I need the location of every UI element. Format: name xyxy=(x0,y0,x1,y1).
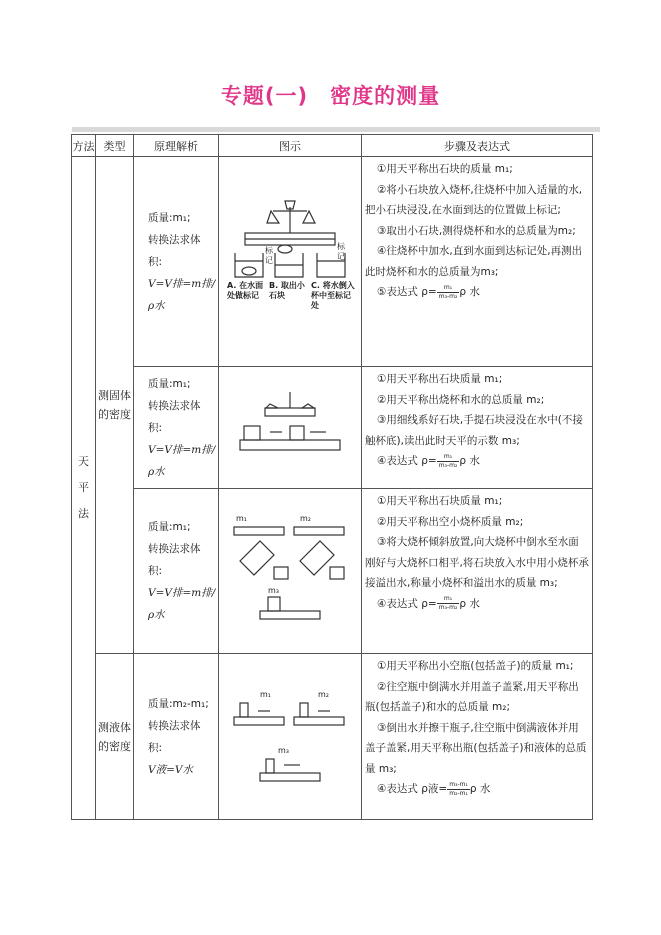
table-row xyxy=(72,654,593,820)
figure-cell xyxy=(219,157,362,367)
figure-label: 记 xyxy=(337,251,345,261)
principle-mass: 质量:m₂-m₁; xyxy=(148,697,209,710)
figure-label: m₁ xyxy=(260,689,271,699)
steps-cell xyxy=(362,654,593,820)
expression-numerator: m₁ xyxy=(437,284,460,293)
step-item: ③取出小石块,测得烧杯和水的总质量为m₂; xyxy=(377,224,576,237)
figure-caption-b: B. 取出小石块 xyxy=(269,280,305,300)
principle-volume: 积: xyxy=(148,255,163,268)
expression xyxy=(365,594,589,615)
step-item: ②用天平称出空小烧杯质量 m₂; xyxy=(377,515,524,528)
type-solid: 测固体的密度 xyxy=(96,157,134,654)
figure-label: m₃ xyxy=(278,745,289,755)
header-method: 方法 xyxy=(72,135,96,157)
step-item: ①用天平称出小空瓶(包括盖子)的质量 m₁; xyxy=(377,660,574,672)
expression-fraction xyxy=(437,453,460,470)
header-figure: 图示 xyxy=(219,135,362,157)
balance-beaker-figure xyxy=(225,197,355,327)
step-item: ①用天平称出石块质量 m₁; xyxy=(377,373,503,385)
expression-suffix: ρ 水 xyxy=(459,455,480,467)
header-principle: 原理解析 xyxy=(134,135,219,157)
figure-label: m₃ xyxy=(268,586,279,595)
figure-label: m₂ xyxy=(318,689,329,699)
principle-volume: 积: xyxy=(148,421,163,434)
table-row xyxy=(72,489,593,654)
principle-cell xyxy=(134,489,219,654)
expression-suffix: ρ 水 xyxy=(469,783,491,795)
step-item: ③倒出水并擦干瓶子,往空瓶中倒满液体并用盖子盖紧,用天平称出瓶(包括盖子)和液体的总质量 m₃; xyxy=(365,721,587,775)
step-item: ①用天平称出石块质量 m₁; xyxy=(377,495,503,507)
principle-method: 转换法求体 xyxy=(148,543,201,555)
step-item: ①用天平称出石块的质量 m₁; xyxy=(377,163,513,175)
expression-fraction xyxy=(437,595,460,612)
expression-prefix: ④表达式 ρ= xyxy=(377,455,437,467)
expression-suffix: ρ 水 xyxy=(459,286,480,298)
expression-denominator: m₃-m₂ xyxy=(438,292,458,300)
expression xyxy=(365,451,589,472)
principle-volume: 积: xyxy=(148,565,163,577)
expression-suffix: ρ 水 xyxy=(459,597,480,610)
step-item: ③用细线系好石块,手提石块浸没在水中(不接触杯底),读出此时天平的示数 m₃; xyxy=(365,414,583,447)
principle-formula: V=V排=m排/ρ水 xyxy=(148,587,216,621)
expression-fraction xyxy=(437,284,460,301)
method-char: 平 xyxy=(78,481,89,494)
steps-cell xyxy=(362,489,593,654)
figure-label: m₁ xyxy=(236,514,247,523)
header-rule xyxy=(72,127,600,132)
step-item: ②将小石块放入烧杯,往烧杯中加入适量的水,把小石块浸没,在水面到达的位置做上标记; xyxy=(365,183,583,216)
bottle-figure xyxy=(230,677,350,797)
step-item: ④往烧杯中加水,直到水面到达标记处,再测出此时烧杯和水的总质量为m₃; xyxy=(365,245,583,278)
principle-cell xyxy=(134,367,219,489)
principle-mass: 质量:m₁; xyxy=(148,521,191,533)
figure-label: 记 xyxy=(265,255,273,265)
header-steps: 步骤及表达式 xyxy=(362,135,593,157)
expression xyxy=(365,282,589,303)
table-row xyxy=(72,157,593,367)
principle-formula: V液=V水 xyxy=(148,763,193,776)
figure-cell xyxy=(219,489,362,654)
expression-numerator: m₃-m₁ xyxy=(449,780,468,788)
figure-label: 标 xyxy=(337,241,345,251)
figure-caption-a: A. 在水面处做标记 xyxy=(227,280,264,300)
expression-denominator: m₃-m₂ xyxy=(438,461,458,469)
step-item: ③将大烧杯倾斜放置,向大烧杯中倒水至水面刚好与大烧杯口相平,将石块放入水中用小烧杯承接溢出水,称量小烧杯和溢出水的质量 m₃; xyxy=(365,536,589,589)
principle-cell xyxy=(134,157,219,367)
overflow-figure xyxy=(230,501,350,641)
principle-mass: 质量:m₁; xyxy=(148,377,191,390)
header-type: 类型 xyxy=(96,135,134,157)
step-item: ②往空瓶中倒满水并用盖子盖紧,用天平称出瓶(包括盖子)和水的总质量 m₂; xyxy=(365,680,579,713)
balance-figure xyxy=(230,388,350,468)
principle-volume: 积: xyxy=(148,741,163,754)
figure-label: 标 xyxy=(265,245,273,255)
density-table xyxy=(71,134,593,820)
figure-caption-c: C. 将水倒入杯中至标记处 xyxy=(311,280,355,310)
steps-cell xyxy=(362,367,593,489)
principle-formula: V=V排=m排/ρ水 xyxy=(148,443,216,478)
method-char: 天 xyxy=(78,455,89,468)
expression-numerator: m₁ xyxy=(437,595,460,604)
type-liquid: 测液体的密度 xyxy=(96,654,134,820)
principle-method: 转换法求体 xyxy=(148,233,201,246)
figure-label: m₂ xyxy=(300,514,311,523)
expression-prefix: ⑤表达式 ρ= xyxy=(377,286,437,298)
principle-formula: V=V排=m排/ρ水 xyxy=(148,277,216,312)
page-title: 专题(一) 密度的测量 xyxy=(220,84,441,108)
expression-denominator: m₂-m₁ xyxy=(449,789,468,797)
steps-cell xyxy=(362,157,593,367)
expression-fraction xyxy=(447,781,470,798)
principle-method: 转换法求体 xyxy=(148,399,201,412)
principle-cell xyxy=(134,654,219,820)
expression xyxy=(365,779,589,800)
figure-cell xyxy=(219,654,362,820)
table-header-row xyxy=(72,135,593,157)
expression-prefix: ④表达式 ρ液= xyxy=(377,783,448,795)
expression-denominator: m₃-m₂ xyxy=(438,604,458,611)
expression-numerator: m₁ xyxy=(437,453,460,462)
method-char: 法 xyxy=(78,507,89,520)
figure-cell xyxy=(219,367,362,489)
method-cell xyxy=(72,157,96,820)
principle-method: 转换法求体 xyxy=(148,719,201,732)
expression-prefix: ④表达式 ρ= xyxy=(377,597,437,610)
principle-mass: 质量:m₁; xyxy=(148,211,191,224)
step-item: ②用天平称出烧杯和水的总质量 m₂; xyxy=(377,393,545,406)
table-row xyxy=(72,367,593,489)
